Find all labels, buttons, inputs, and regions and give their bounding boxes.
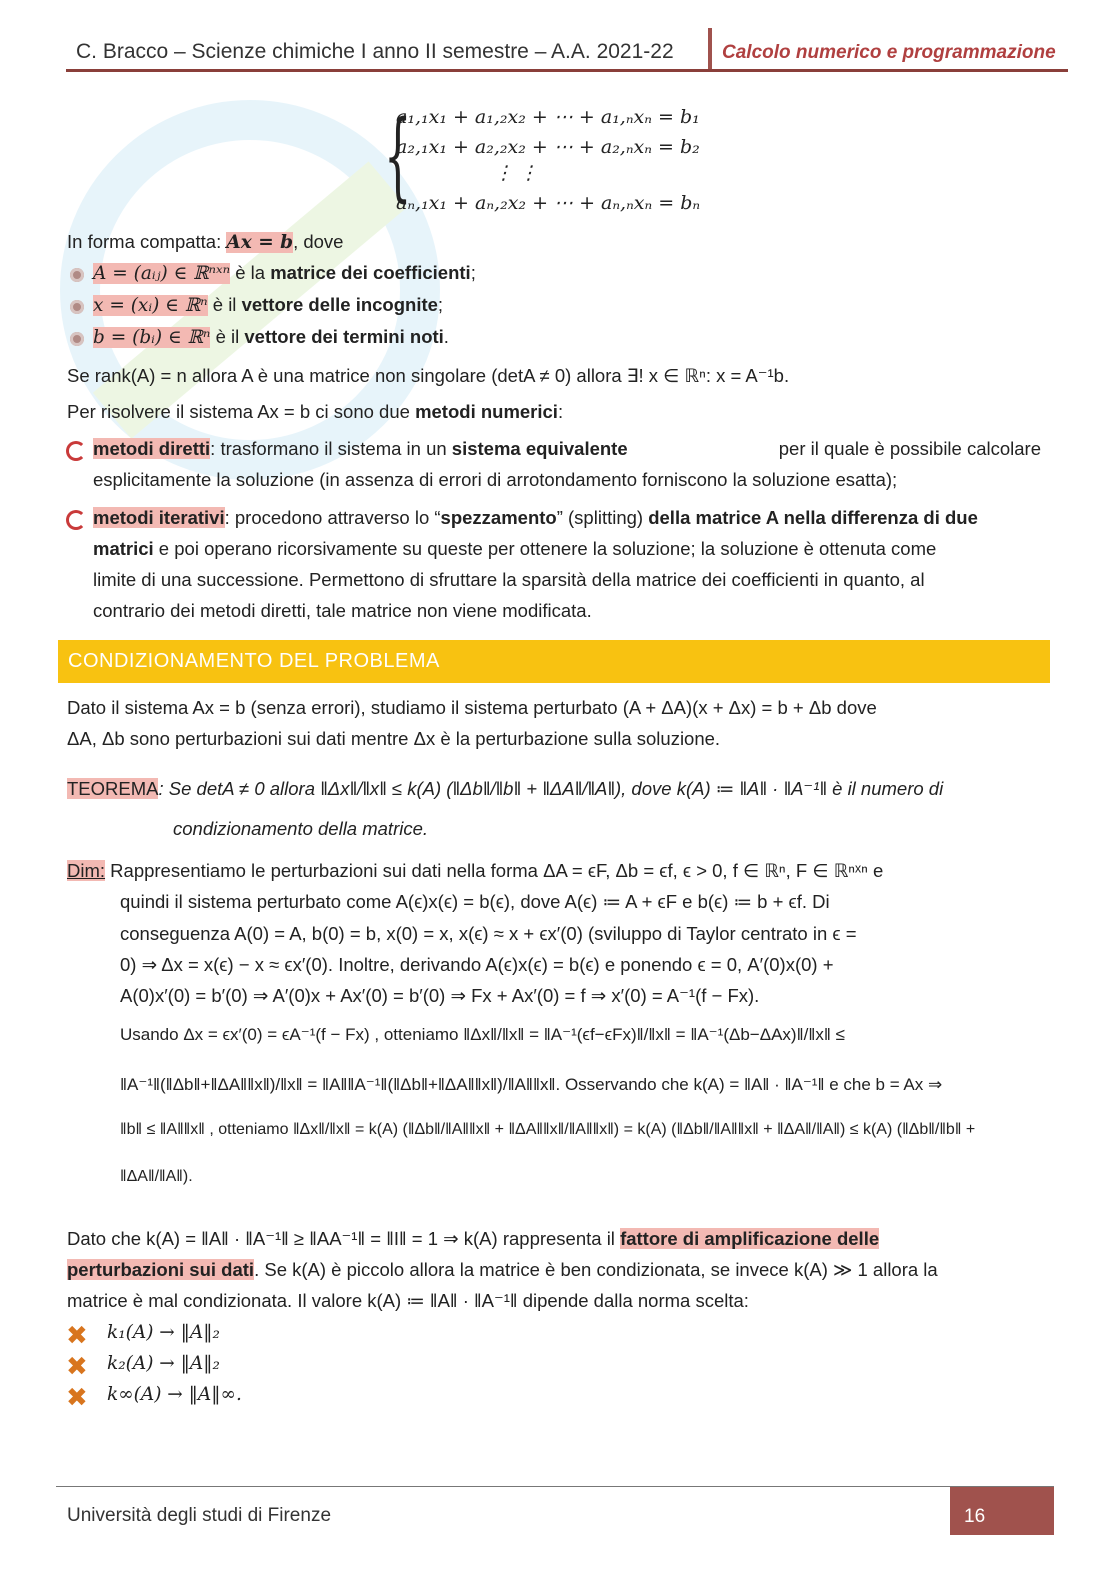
x-bullet-icon: ✖: [66, 1351, 88, 1381]
proof-line-6: Usando Δx = ϵx′(0) = ϵA⁻¹(f − Fx) , otteniamo ‖Δx‖/‖x‖ = ‖A⁻¹(ϵf−ϵFx)‖/‖x‖ = ‖A⁻¹(Δb−ΔAx)‖/‖x‖ ≤: [120, 1025, 845, 1044]
gear-bullet-icon: [70, 300, 84, 314]
page-number-box: [950, 1487, 1054, 1535]
section-title: CONDIZIONAMENTO DEL PROBLEMA: [68, 650, 440, 672]
header-separator: [708, 28, 712, 70]
iterative-methods-line-1: metodi iterativi: procedono attraverso lo “spezzamento” (splitting) della matrice A nella differenza di due: [93, 507, 978, 528]
perturbation-line-2: ΔA, Δb sono perturbazioni sui dati mentre Δx è la perturbazione sulla soluzione.: [67, 728, 721, 749]
theorem-line-2: condizionamento della matrice.: [173, 818, 429, 839]
proof-label: Dim:: [67, 860, 106, 881]
iterative-methods-line-2: matrici e poi operano ricorsivamente su queste per ottenere la soluzione; la soluzione è ottenuta come: [93, 538, 937, 559]
footer-rule: [56, 1486, 1054, 1487]
direct-methods-line-1: metodi diretti: trasformano il sistema in un sistema equivalente per il quale è possibile calcolare: [93, 438, 1041, 459]
system-row-2: a₂,₁x₁ + a₂,₂x₂ + ⋯ + a₂,ₙxₙ = b₂: [396, 136, 700, 158]
iterative-methods-line-3: limite di una successione. Permettono di sfruttare la sparsità della matrice dei coefficienti in quanto, al: [93, 569, 925, 590]
spiral-bullet-icon: [66, 441, 86, 461]
methods-intro: Per risolvere il sistema Ax = b ci sono due metodi numerici:: [67, 401, 564, 422]
def-known-terms: b = (bᵢ) ∈ ℝⁿ è il vettore dei termini noti.: [93, 326, 449, 348]
compact-formula: Ax = b: [226, 232, 294, 253]
def-unknowns: x = (xᵢ) ∈ ℝⁿ è il vettore delle incognite;: [93, 294, 444, 316]
gear-bullet-icon: [70, 268, 84, 282]
def-matrix: A = (aᵢⱼ) ∈ ℝⁿˣⁿ è la matrice dei coefficienti;: [93, 262, 476, 284]
iterative-methods-line-4: contrario dei metodi diretti, tale matrice non viene modificata.: [93, 600, 592, 621]
header-subject: Calcolo numerico e programmazione: [722, 42, 1056, 63]
proof-line-7: ‖A⁻¹‖(‖Δb‖+‖ΔA‖‖x‖)/‖x‖ = ‖A‖‖A⁻¹‖(‖Δb‖+‖ΔA‖‖x‖)/‖A‖‖x‖. Osservando che k(A) = ‖A‖ · ‖A⁻¹‖ e che b = Ax ⇒: [120, 1075, 943, 1094]
proof-line-8: ‖b‖ ≤ ‖A‖‖x‖ , otteniamo ‖Δx‖/‖x‖ = k(A) (‖Δb‖/‖A‖‖x‖ + ‖ΔA‖‖x‖/‖A‖‖x‖) = k(A) (‖Δb‖/‖A‖‖x‖ + ‖ΔA‖/‖A‖) ≤ k(A) (‖Δb‖/‖b‖ +: [120, 1121, 976, 1138]
page-number: 16: [964, 1506, 986, 1527]
linear-system: [384, 102, 744, 220]
x-bullet-icon: ✖: [66, 1382, 88, 1412]
norm-item-3: k∞(A) → ‖A‖∞.: [107, 1384, 242, 1405]
proof-line-4: 0) ⇒ Δx = x(ϵ) − x ≈ ϵx′(0). Inoltre, derivando A(ϵ)x(ϵ) = b(ϵ) e ponendo ϵ = 0, A′(0)x(0) +: [120, 954, 834, 975]
header-course: C. Bracco – Scienze chimiche I anno II semestre – A.A. 2021-22: [76, 40, 674, 63]
x-bullet-icon: ✖: [66, 1320, 88, 1350]
theorem-label: TEOREMA: [67, 778, 159, 799]
direct-methods-line-2: esplicitamente la soluzione (in assenza di errori di arrotondamento forniscono la soluzione esatta);: [93, 469, 898, 490]
factor-line-3: matrice è mal condizionata. Il valore k(A) ≔ ‖A‖ · ‖A⁻¹‖ dipende dalla norma scelta:: [67, 1290, 749, 1311]
proof-line-9: ‖ΔA‖/‖A‖).: [120, 1168, 193, 1185]
rank-line: Se rank(A) = n allora A è una matrice non singolare (detA ≠ 0) allora ∃! x ∈ ℝⁿ: x = A⁻¹b.: [67, 365, 790, 386]
system-row-1: a₁,₁x₁ + a₁,₂x₂ + ⋯ + a₁,ₙxₙ = b₁: [396, 106, 700, 128]
system-row-n: aₙ,₁x₁ + aₙ,₂x₂ + ⋯ + aₙ,ₙxₙ = bₙ: [396, 192, 701, 214]
system-row-dots: ⋮ ⋮: [494, 162, 539, 184]
proof-line-1: Dim: Rappresentiamo le perturbazioni sui dati nella forma ΔA = ϵF, Δb = ϵf, ϵ > 0, f ∈ ℝⁿ, F ∈ ℝⁿˣⁿ e: [67, 860, 884, 881]
section-header: [58, 640, 1050, 683]
system-brace: {: [384, 100, 412, 212]
factor-line-1: Dato che k(A) = ‖A‖ · ‖A⁻¹‖ ≥ ‖AA⁻¹‖ = ‖I‖ = 1 ⇒ k(A) rappresenta il fattore di amplificazione delle: [67, 1228, 880, 1249]
gear-bullet-icon: [70, 332, 84, 346]
proof-line-3: conseguenza A(0) = A, b(0) = b, x(0) = x, x(ϵ) ≈ x + ϵx′(0) (sviluppo di Taylor centrato in ϵ =: [120, 923, 857, 944]
perturbation-line-1: Dato il sistema Ax = b (senza errori), studiamo il sistema perturbato (A + ΔA)(x + Δx) = b + Δb dove: [67, 697, 877, 718]
proof-line-2: quindi il sistema perturbato come A(ϵ)x(ϵ) = b(ϵ), dove A(ϵ) ≔ A + ϵF e b(ϵ) ≔ b + ϵf. Di: [120, 891, 830, 912]
norm-item-1: k₁(A) → ‖A‖₂: [107, 1322, 220, 1343]
footer-university: Università degli studi di Firenze: [67, 1505, 332, 1526]
norm-item-2: k₂(A) → ‖A‖₂: [107, 1353, 220, 1374]
compact-form-line: In forma compatta: Ax = b, dove: [67, 231, 344, 253]
spiral-bullet-icon: [66, 510, 86, 530]
header-rule: [66, 69, 1068, 72]
theorem-line-1: TEOREMA: Se detA ≠ 0 allora ‖Δx‖/‖x‖ ≤ k(A) (‖Δb‖/‖b‖ + ‖ΔA‖/‖A‖), dove k(A) ≔ ‖A‖ · ‖A⁻¹‖ è il numero di: [67, 778, 944, 799]
factor-line-2: perturbazioni sui dati. Se k(A) è piccolo allora la matrice è ben condizionata, se invece k(A) ≫ 1 allora la: [67, 1259, 938, 1280]
proof-line-5: A(0)x′(0) = b′(0) ⇒ A′(0)x + Ax′(0) = b′(0) ⇒ Fx + Ax′(0) = f ⇒ x′(0) = A⁻¹(f − Fx).: [120, 985, 760, 1006]
